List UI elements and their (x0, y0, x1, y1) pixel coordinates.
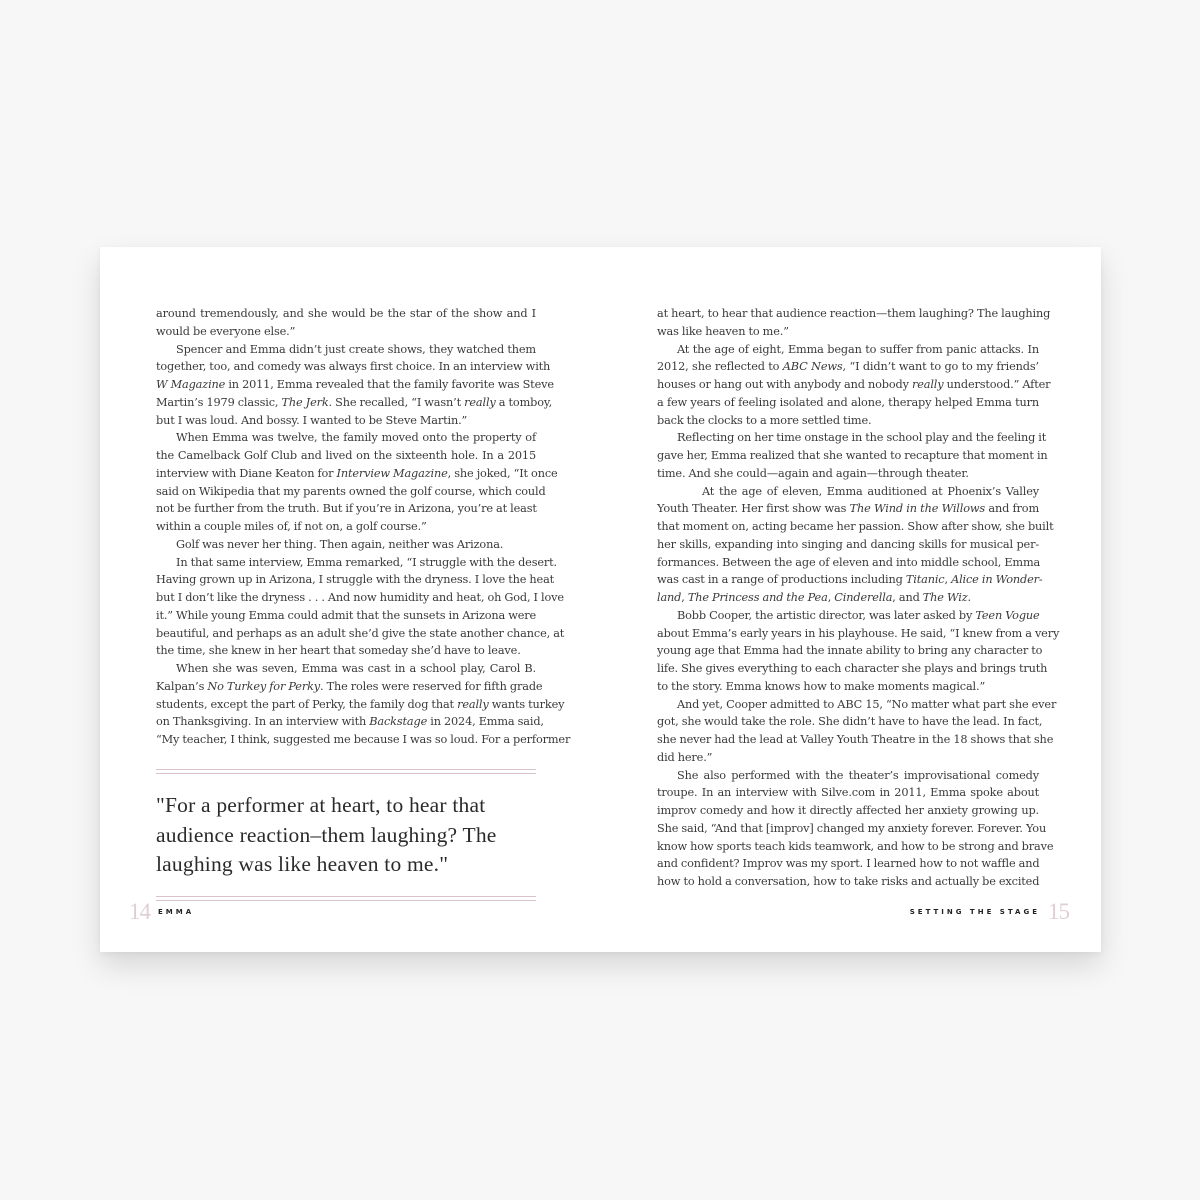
text-line: did here.” (657, 750, 713, 764)
text-line: but I was loud. And bossy. I wanted to be Steve Martin.” (156, 413, 468, 427)
text-line: In that same interview, Emma remarked, “I struggle with the desert. (176, 555, 557, 569)
text-line: Youth Theater. Her first show was The Wind in the Willows and from (657, 502, 1040, 516)
text-line: at heart, to hear that audience reaction—them laughing? The laughing (657, 307, 1051, 320)
page-number: 15 (1048, 899, 1069, 924)
text-line: beautiful, and perhaps as an adult she’d give the state another chance, at (156, 626, 565, 640)
text-line: to the story. Emma knows how to make moments magical.” (657, 679, 986, 693)
text-line: land, The Princess and the Pea, Cinderella, and The Wiz. (657, 591, 971, 604)
text-line: not be further from the truth. But if you’re in Arizona, you’re at least (156, 502, 537, 516)
text-line: a few years of feeling isolated and alone, therapy helped Emma turn (657, 395, 1039, 409)
text-line: know how sports teach kids teamwork, and how to be strong and brave (657, 839, 1054, 853)
text-line: how to hold a conversation, how to take risks and actually be excited (657, 875, 1040, 888)
text-line: troupe. In an interview with Silve.com in 2011, Emma spoke about (657, 786, 1039, 800)
pull-quote-bottom-rule (156, 896, 536, 901)
text-line: At the age of eight, Emma began to suffer from panic attacks. In (677, 342, 1039, 356)
pull-quote-text: "For a performer at heart, to hear that audience reaction–them laughing? The laughing was like heaven to me." (156, 793, 497, 876)
text-line: together, too, and comedy was always first choice. In an interview with (156, 360, 551, 374)
running-head: EMMA (158, 908, 195, 916)
text-line: would be everyone else.” (156, 324, 296, 338)
running-head: SETTING THE STAGE (909, 908, 1040, 916)
text-line: got, she would take the role. She didn’t have to have the lead. In fact, (657, 715, 1043, 729)
text-line: improv comedy and how it directly affected her anxiety growing up. (657, 804, 1039, 817)
text-line: within a couple miles of, if not on, a golf course.” (156, 520, 427, 533)
text-line: Bobb Cooper, the artistic director, was later asked by Teen Vogue (677, 608, 1040, 622)
right-folio (910, 899, 1069, 925)
text-line: the Camelback Golf Club and lived on the sixteenth hole. In a 2015 (156, 449, 536, 462)
text-line: was like heaven to me.” (657, 324, 789, 338)
right-page-body (657, 305, 1060, 891)
text-line: 2012, she reflected to ABC News, “I didn’t want to go to my friends’ (657, 360, 1039, 374)
text-line: the time, she knew in her heart that someday she’d have to leave. (156, 644, 521, 658)
text-line: time. And she could—again and again—through theater. (657, 466, 969, 480)
text-line: on Thanksgiving. In an interview with Backstage in 2024, Emma said, (156, 715, 544, 729)
text-line: life. She gives everything to each character she plays and brings truth (657, 662, 1048, 675)
text-line: said on Wikipedia that my parents owned the golf course, which could (156, 484, 546, 498)
text-line: gave her, Emma realized that she wanted to recapture that moment in (657, 449, 1048, 462)
text-line: interview with Diane Keaton for Interview Magazine, she joked, “It once (156, 466, 558, 480)
text-line: her skills, expanding into singing and dancing skills for musical per- (657, 537, 1039, 551)
pull-quote (156, 769, 536, 901)
text-line: When she was seven, Emma was cast in a school play, Carol B. (176, 662, 536, 675)
text-line: that moment on, acting became her passion. Show after show, she built (657, 520, 1054, 533)
text-line: Spencer and Emma didn’t just create shows, they watched them (176, 342, 536, 356)
text-line: Golf was never her thing. Then again, neither was Arizona. (176, 537, 504, 551)
text-line: At the age of eleven, Emma auditioned at Phoenix’s Valley (702, 484, 1039, 498)
book-spread (100, 247, 1101, 952)
left-folio (129, 899, 194, 925)
text-line: it.” While young Emma could admit that the sunsets in Arizona were (156, 608, 537, 622)
text-line: she never had the lead at Valley Youth Theatre in the 18 shows that she (657, 733, 1054, 746)
text-line: She also performed with the theater’s improvisational comedy (677, 768, 1039, 782)
text-line: “My teacher, I think, suggested me because I was so loud. For a performer (156, 733, 571, 746)
text-line: students, except the part of Perky, the family dog that really wants turkey (156, 697, 565, 711)
text-line: young age that Emma had the innate ability to bring any character to (657, 644, 1043, 658)
text-line: back the clocks to a more settled time. (657, 413, 872, 427)
text-line: about Emma’s early years in his playhouse. He said, “I knew from a very (657, 626, 1060, 640)
text-line: formances. Between the age of eleven and into middle school, Emma (657, 555, 1041, 569)
page-number: 14 (129, 899, 150, 924)
text-line: but I don’t like the dryness . . . And now humidity and heat, oh God, I love (156, 591, 564, 604)
text-line: around tremendously, and she would be the star of the show and I (156, 307, 536, 320)
text-line: W Magazine in 2011, Emma revealed that the family favorite was Steve (156, 378, 554, 391)
text-line: Reflecting on her time onstage in the school play and the feeling it (677, 431, 1047, 445)
text-line: And yet, Cooper admitted to ABC 15, “No matter what part she ever (677, 697, 1057, 711)
text-line: Martin’s 1979 classic, The Jerk. She recalled, “I wasn’t really a tomboy, (156, 395, 553, 409)
text-line: houses or hang out with anybody and nobody really understood.” After (657, 378, 1051, 391)
text-line: She said, “And that [improv] changed my anxiety forever. Forever. You (657, 821, 1047, 835)
text-line: and confident? Improv was my sport. I learned how to not waffle and (657, 857, 1040, 871)
text-line: Kalpan’s No Turkey for Perky. The roles were reserved for fifth grade (156, 679, 543, 693)
text-line: When Emma was twelve, the family moved onto the property of (176, 431, 536, 445)
text-line: Having grown up in Arizona, I struggle with the dryness. I love the heat (156, 573, 555, 587)
text-line: was cast in a range of productions including Titanic, Alice in Wonder- (657, 573, 1043, 587)
left-page-body (156, 305, 571, 749)
